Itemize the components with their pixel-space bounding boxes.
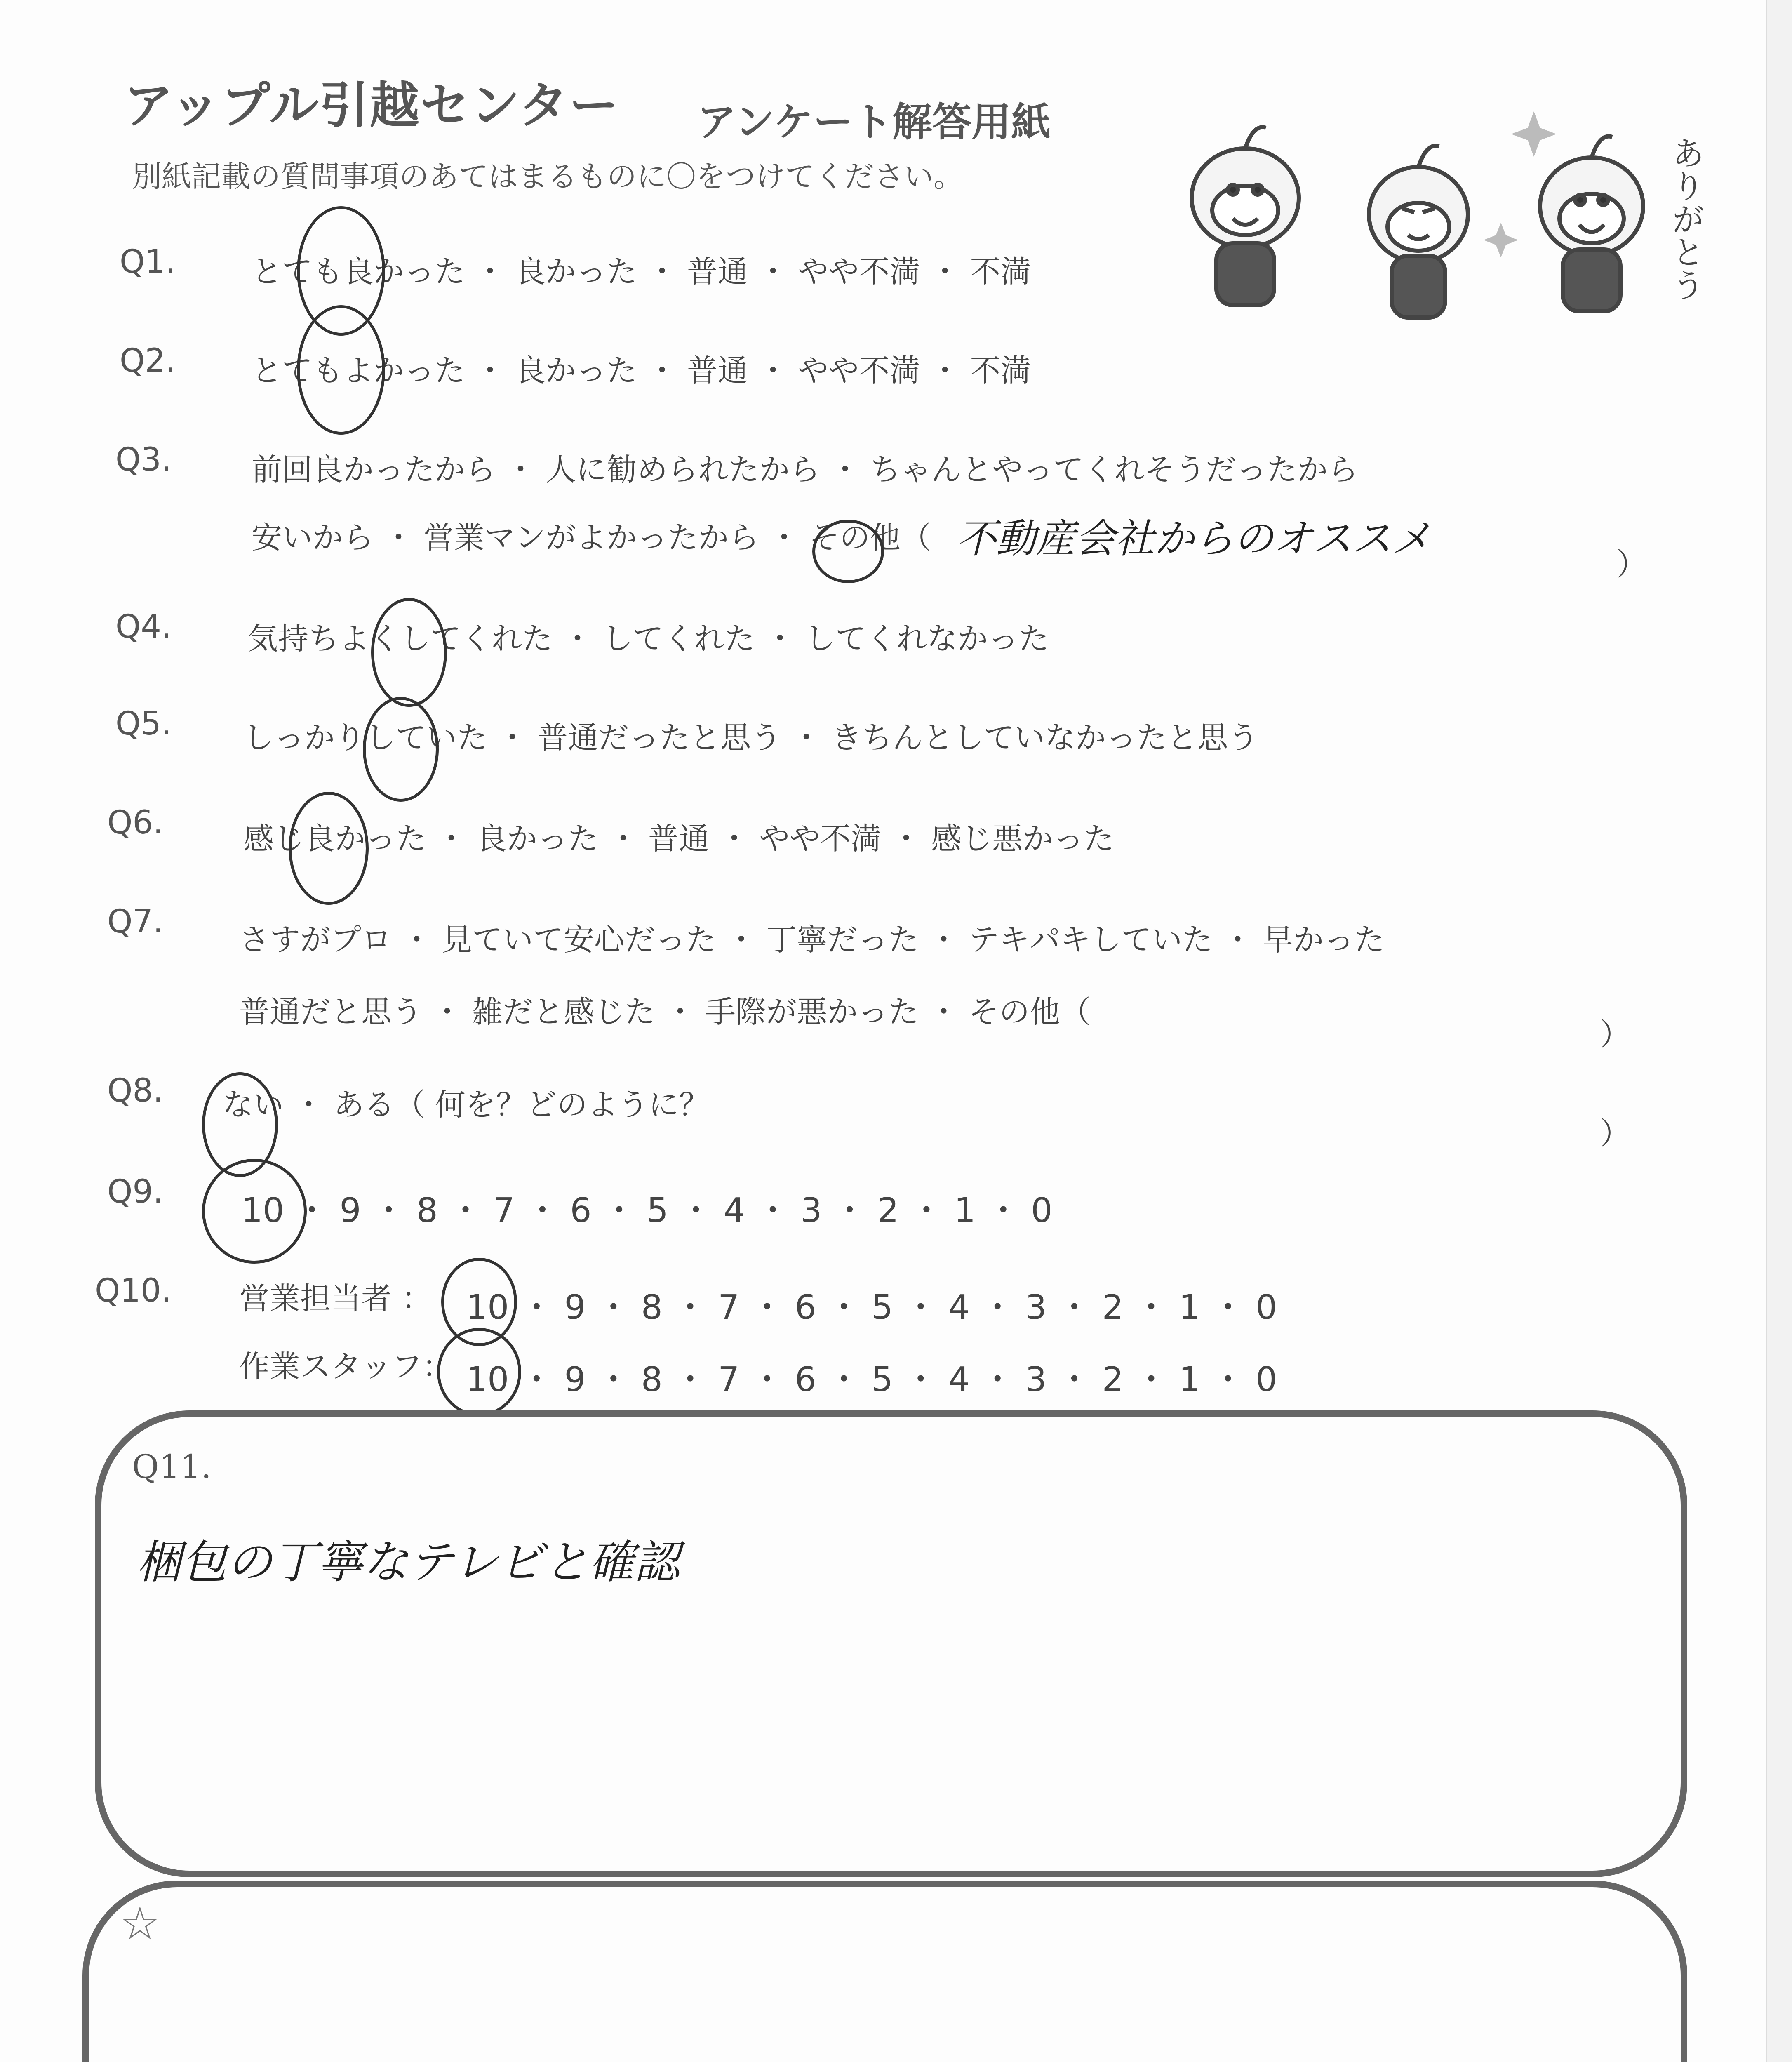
q6-answer-mark: [289, 792, 369, 905]
star-icon: ☆: [120, 1897, 160, 1950]
q10-staff-label: 作業スタッフ：: [239, 1349, 453, 1384]
q8-close-paren: ）: [1600, 1116, 1630, 1151]
q5-options: しっかりしていた ・ 普通だったと思う ・ きちんとしていなかったと思う: [243, 720, 1259, 756]
q11-box: [95, 1410, 1687, 1877]
q6-number: Q6.: [107, 804, 163, 841]
q5-number: Q5.: [115, 705, 172, 742]
q2-options: とてもよかった ・ 良かった ・ 普通 ・ やや不満 ・ 不満: [252, 353, 1031, 388]
q1-options: とても良かった ・ 良かった ・ 普通 ・ やや不満 ・ 不満: [252, 254, 1031, 290]
instruction-text: 別紙記載の質問事項のあてはまるものに〇をつけてください。: [132, 159, 964, 194]
q3-other-answer: 不動産会社からのオススメ: [957, 516, 1432, 562]
q4-answer-mark: [371, 598, 447, 707]
q10-staff-scale: 10 ・ 9 ・ 8 ・ 7 ・ 6 ・ 5 ・ 4 ・ 3 ・ 2 ・ 1 ・ 0: [466, 1360, 1277, 1399]
q4-options: 気持ちよくしてくれた ・ してくれた ・ してくれなかった: [247, 621, 1049, 657]
q11-label: Q11.: [132, 1448, 212, 1486]
q10-number: Q10.: [95, 1272, 172, 1309]
q3-answer-mark: [812, 520, 884, 583]
q3-number: Q3.: [115, 441, 172, 478]
scan-edge: [1766, 0, 1792, 2062]
q8-number: Q8.: [107, 1072, 163, 1109]
q2-answer-mark: [297, 305, 385, 435]
q3-options-line2: 安いから ・ 営業マンがよかったから ・ その他（: [252, 520, 931, 556]
q2-number: Q2.: [120, 342, 176, 379]
monkey-mascot-icon: [1146, 99, 1724, 330]
q9-number: Q9.: [107, 1173, 163, 1210]
q11-answer: 梱包の丁寧なテレビと確認: [136, 1536, 680, 1589]
q10-sales-label: 営業担当者 ：: [239, 1281, 432, 1316]
q8-options: ない ・ ある（ 何を？どのように？: [223, 1087, 710, 1123]
q7-options-line1: さすがプロ ・ 見ていて安心だった ・ 丁寧だった ・ テキパキしていた ・ 早かった: [239, 922, 1385, 958]
thanks-text: ありがとう: [1666, 136, 1705, 301]
q3-options-line1: 前回良かったから ・ 人に勧められたから ・ ちゃんとやってくれそうだったから: [252, 452, 1359, 487]
q9-scale: 10 ・ 9 ・ 8 ・ 7 ・ 6 ・ 5 ・ 4 ・ 3 ・ 2 ・ 1 ・ 0: [241, 1191, 1053, 1230]
q7-number: Q7.: [107, 903, 163, 940]
q6-options: 感じ良かった ・ 良かった ・ 普通 ・ やや不満 ・ 感じ悪かった: [243, 821, 1115, 857]
company-title: アップル引越センター: [124, 77, 619, 134]
q5-answer-mark: [363, 697, 439, 802]
q9-answer-mark: [202, 1159, 307, 1264]
q4-number: Q4.: [115, 608, 172, 645]
q3-close-paren: ）: [1616, 547, 1647, 582]
q7-options-line2: 普通だと思う ・ 雑だと感じた ・ 手際が悪かった ・ その他（: [239, 994, 1091, 1030]
q10-staff-answer-mark: [437, 1328, 521, 1416]
q7-close-paren: ）: [1600, 1017, 1630, 1052]
q1-number: Q1.: [120, 243, 176, 280]
q10-sales-scale: 10 ・ 9 ・ 8 ・ 7 ・ 6 ・ 5 ・ 4 ・ 3 ・ 2 ・ 1 ・ 0: [466, 1288, 1277, 1327]
comment-box: [82, 1881, 1687, 2062]
form-subtitle: アンケート解答用紙: [697, 99, 1051, 145]
